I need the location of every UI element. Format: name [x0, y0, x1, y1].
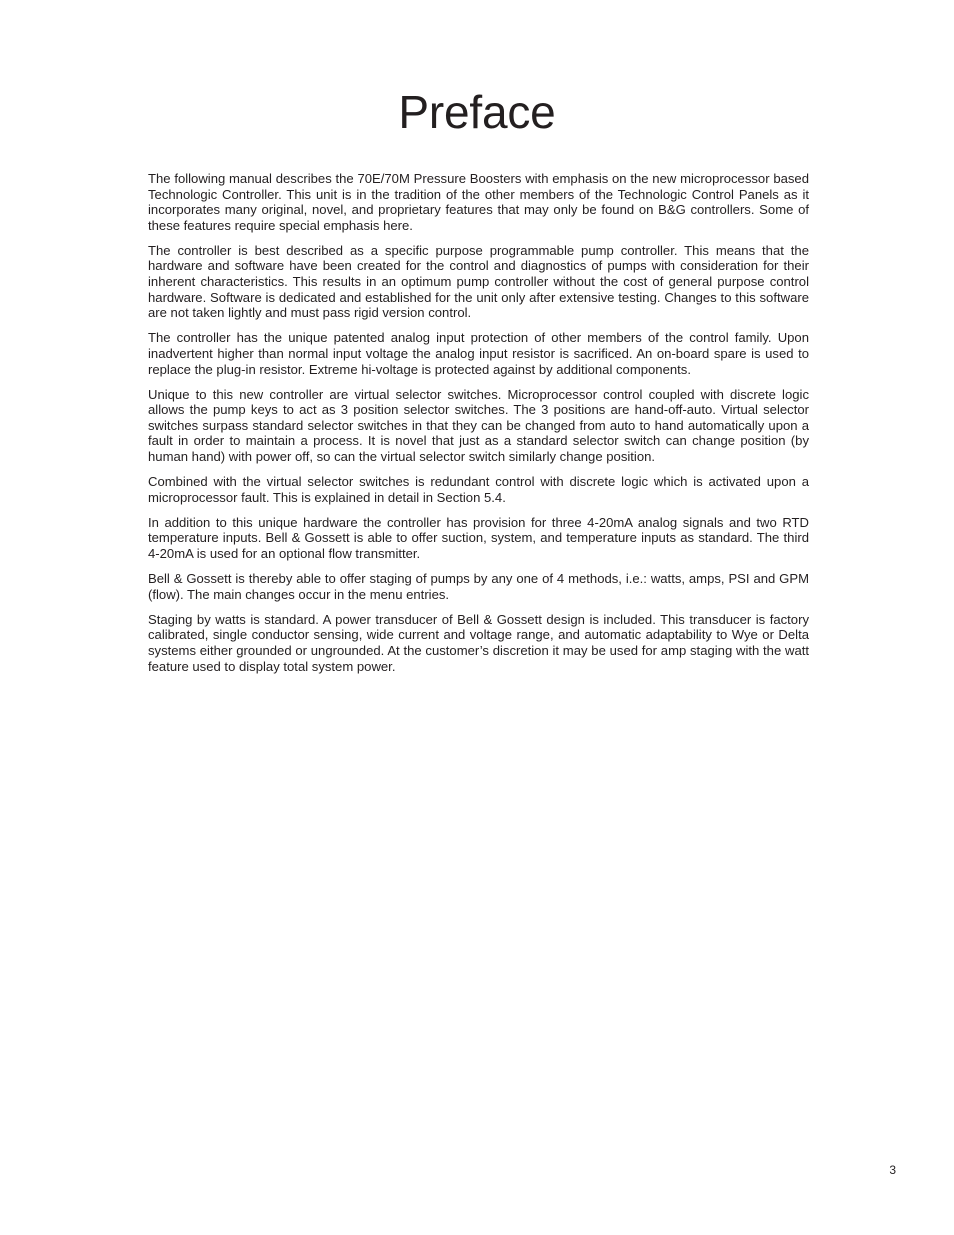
paragraph-intro: The following manual describes the 70E/70M Pressure Boosters with emphasis on the new microprocessor based Technologic Controller. This unit is in the tradition of the other members of the Technologic Control Panels as it incorporates many original, novel, and proprietary features that may only be found on B&G controllers. Some of these features require special emphasis here.: [148, 171, 809, 233]
page-title: Preface: [398, 86, 556, 138]
body-text: [148, 171, 809, 684]
paragraph-programmable-controller: The controller is best described as a specific purpose programmable pump controller. This means that the hardware and software have been created for the control and diagnostics of pumps with consideration for their inherent characteristics. This results in an optimum pump controller without the cost of general purpose control hardware. Software is dedicated and established for the unit only after extensive testing. Changes to this software are not taken lightly and must pass rigid version control.: [148, 242, 809, 321]
paragraph-redundant-control: Combined with the virtual selector switches is redundant control with discrete logic which is activated upon a microprocessor fault. This is explained in detail in Section 5.4.: [148, 474, 809, 505]
paragraph-input-protection: The controller has the unique patented analog input protection of other members of the control family. Upon inadvertent higher than normal input voltage the analog input resistor is sacrificed. An on-board spare is used to replace the plug-in resistor. Extreme hi-voltage is protected against by additional components.: [148, 330, 809, 377]
paragraph-virtual-selector-switches: Unique to this new controller are virtual selector switches. Microprocessor control coupled with discrete logic allows the pump keys to act as 3 position selector switches. The 3 positions are hand-off-auto. Virtual selector switches surpass standard selector switches in that they can be changed from auto to hand automatically upon a fault in order to maintain a process. It is novel that just as a standard selector switch can change position (by human hand) with power off, so can the virtual selector switch similarly change position.: [148, 386, 809, 464]
paragraph-watt-staging: Staging by watts is standard. A power transducer of Bell & Gossett design is included. This transducer is factory calibrated, single conductor sensing, wide current and voltage range, and automatic adaptability to Wye or Delta systems either grounded or ungrounded. At the customer’s discretion it may be used for amp staging with the watt feature used to display total system power.: [148, 611, 809, 674]
paragraph-staging-methods: Bell & Gossett is thereby able to offer staging of pumps by any one of 4 methods, i.e.: watts, amps, PSI and GPM (flow). The main changes occur in the menu entries.: [148, 571, 809, 602]
page-number: 3: [889, 1163, 896, 1177]
paragraph-analog-inputs: In addition to this unique hardware the controller has provision for three 4-20mA analog signals and two RTD temperature inputs. Bell & Gossett is able to offer suction, system, and temperature inputs as standard. The third 4-20mA is used for an optional flow transmitter.: [148, 514, 809, 561]
